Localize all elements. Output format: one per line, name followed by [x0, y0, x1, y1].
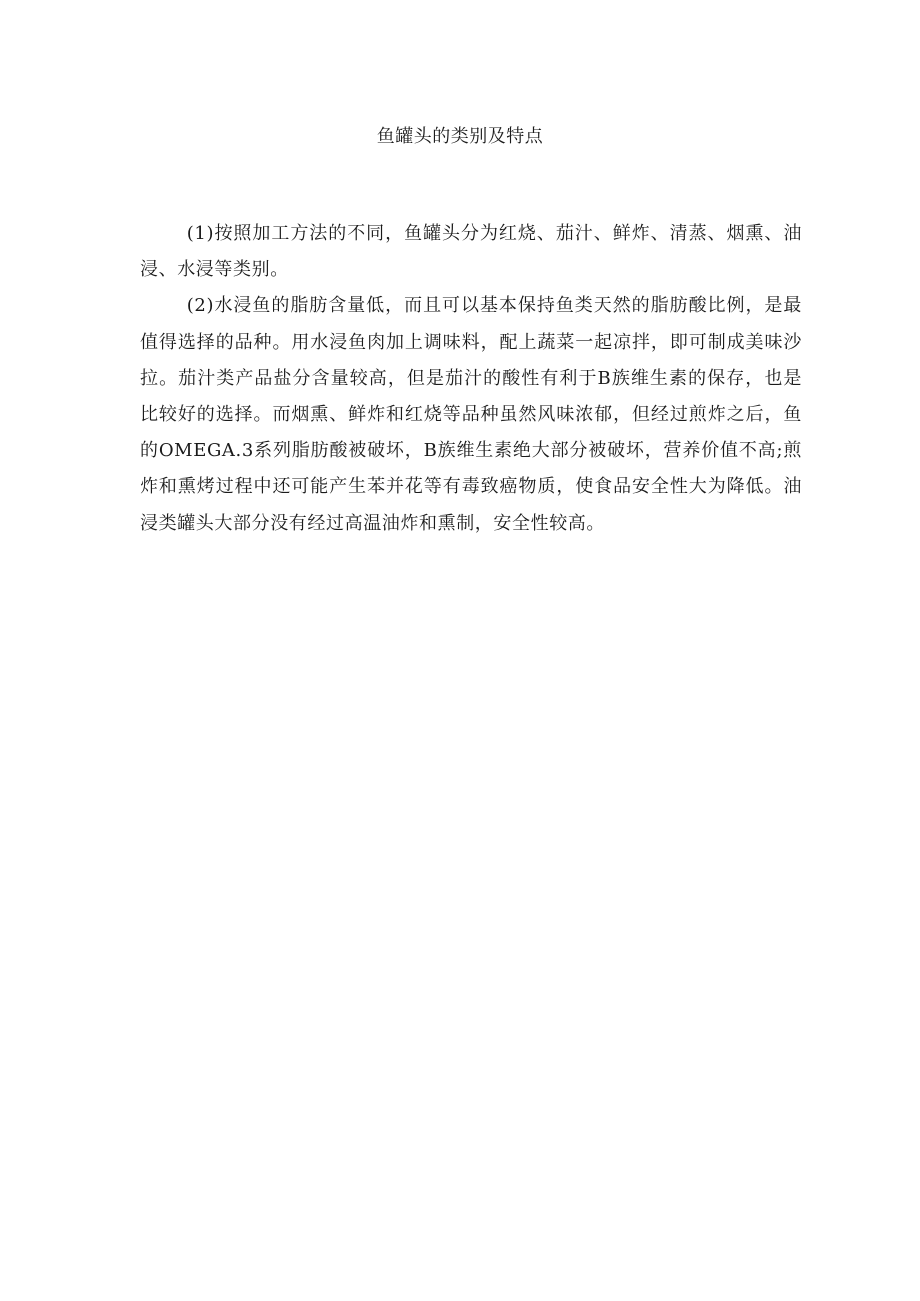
document-title: 鱼罐头的类别及特点	[376, 126, 544, 147]
paragraph-2: (2)水浸鱼的脂肪含量低，而且可以基本保持鱼类天然的脂肪酸比例，是最值得选择的品种。用水浸鱼肉加上调味料，配上蔬菜一起凉拌，即可制成美味沙拉。茄汁类产品盐分含量较高，但是茄汁的酸性有利于B族维生素的保存，也是比较好的选择。而烟熏、鲜炸和红烧等品种虽然风味浓郁，但经过煎炸之后，鱼的OMEGA.3系列脂肪酸被破坏，B族维生素绝大部分被破坏，营养价值不高;煎炸和熏烤过程中还可能产生苯并花等有毒致癌物质，使食品安全性大为降低。油浸类罐头大部分没有经过高温油炸和熏制，安全性较高。	[140, 295, 802, 534]
document-body	[140, 216, 802, 542]
paragraph-1: (1)按照加工方法的不同，鱼罐头分为红烧、茄汁、鲜炸、清蒸、烟熏、油浸、水浸等类别。	[140, 223, 802, 281]
